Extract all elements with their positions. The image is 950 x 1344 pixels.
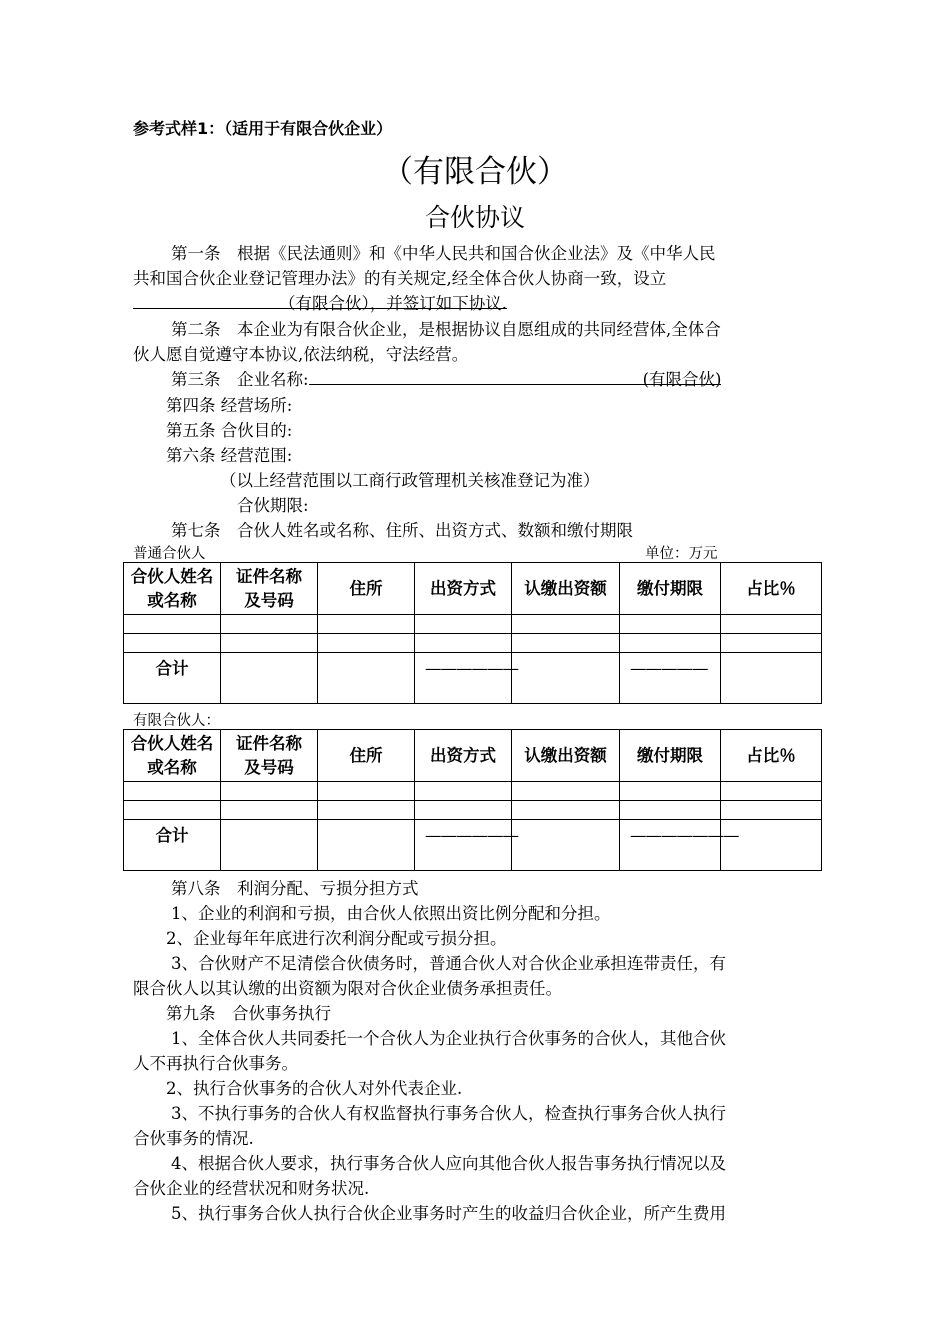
total-label: 合计 [124, 820, 221, 871]
table-cell[interactable] [512, 782, 620, 801]
table-cell[interactable] [221, 615, 318, 634]
sample-label: 参考式样1：（适用于有限合伙企业） [133, 119, 393, 138]
article-9-item-4-line-1: 4、根据合伙人要求，执行事务合伙人应向其他合伙人报告事务执行情况以及 [171, 1154, 726, 1173]
header-id-document: 证件名称及号码 [221, 730, 318, 782]
table-row [124, 634, 822, 653]
header-partner-name: 合伙人姓名或名称 [124, 563, 221, 615]
table-cell[interactable] [318, 801, 415, 820]
table-cell[interactable] [512, 801, 620, 820]
article-9-title: 第九条 合伙事务执行 [166, 1004, 331, 1023]
total-period-dash: ————— [620, 653, 721, 704]
table-cell[interactable] [721, 634, 822, 653]
table-cell[interactable] [620, 634, 721, 653]
table-cell[interactable] [221, 782, 318, 801]
total-period-dash: ——————— [620, 820, 721, 871]
article-6: 第六条 经营范围: [166, 446, 293, 465]
table-cell[interactable] [512, 820, 620, 871]
article-3-line [171, 366, 721, 390]
table-cell[interactable] [221, 801, 318, 820]
table-cell[interactable] [318, 820, 415, 871]
article-9-item-5-line-1: 5、执行事务合伙人执行合伙企业事务时产生的收益归合伙企业，所产生费用 [171, 1204, 726, 1223]
article-2-line-1: 第二条 本企业为有限合伙企业，是根据协议自愿组成的共同经营体,全体合 [171, 320, 721, 339]
article-9-item-2: 2、执行合伙事务的合伙人对外代表企业. [166, 1079, 463, 1098]
article-1-line-3 [133, 290, 507, 313]
article-4: 第四条 经营场所: [166, 396, 293, 415]
table-cell[interactable] [318, 653, 415, 704]
table-cell[interactable] [512, 615, 620, 634]
header-share-percent: 占比％ [721, 730, 822, 782]
enterprise-name-blank [133, 290, 279, 309]
table-row [124, 615, 822, 634]
header-partner-name: 合伙人姓名或名称 [124, 730, 221, 782]
header-subscribed-amount: 认缴出资额 [512, 563, 620, 615]
table-cell[interactable] [620, 801, 721, 820]
header-payment-deadline: 缴付期限 [620, 563, 721, 615]
table-cell[interactable] [415, 634, 512, 653]
total-label: 合计 [124, 653, 221, 704]
article-9-item-3-line-1: 3、不执行事务的合伙人有权监督执行事务合伙人，检查执行事务合伙人执行 [171, 1104, 726, 1123]
article-8-title: 第八条 利润分配、亏损分担方式 [171, 879, 419, 898]
table-cell[interactable] [318, 615, 415, 634]
document-title: （有限合伙） [382, 154, 568, 190]
article-7: 第七条 合伙人姓名或名称、住所、出资方式、数额和缴付期限 [171, 521, 633, 540]
table-cell[interactable] [221, 653, 318, 704]
total-method-dash: —————— [415, 653, 512, 704]
article-5: 第五条 合伙目的: [166, 421, 293, 440]
article-2-line-2: 伙人愿自觉遵守本协议,依法纳税，守法经营。 [133, 345, 469, 364]
table-total-row [124, 653, 822, 704]
table-cell[interactable] [318, 634, 415, 653]
limited-partners-table [123, 729, 822, 871]
table-cell[interactable] [620, 782, 721, 801]
article-6-note: （以上经营范围以工商行政管理机关核准登记为准） [220, 471, 600, 490]
company-name-blank [309, 366, 643, 385]
unit-label: 单位：万元 [645, 546, 718, 562]
table-header-row [124, 563, 822, 615]
header-payment-deadline: 缴付期限 [620, 730, 721, 782]
table-cell[interactable] [620, 615, 721, 634]
table-cell[interactable] [415, 782, 512, 801]
header-contribution-method: 出资方式 [415, 730, 512, 782]
article-9-item-4-line-2: 合伙企业的经营状况和财务状况. [133, 1179, 370, 1198]
table-row [124, 801, 822, 820]
general-partners-table [123, 562, 822, 704]
header-address: 住所 [318, 563, 415, 615]
table-row [124, 782, 822, 801]
table-cell[interactable] [221, 820, 318, 871]
table-cell[interactable] [318, 782, 415, 801]
article-1-line-2: 共和国合伙企业登记管理办法》的有关规定,经全体合伙人协商一致，设立 [133, 269, 667, 288]
table-cell[interactable] [124, 615, 221, 634]
table-total-row [124, 820, 822, 871]
table-cell[interactable] [221, 634, 318, 653]
header-contribution-method: 出资方式 [415, 563, 512, 615]
article-9-item-1-line-2: 人不再执行合伙事务。 [133, 1054, 298, 1073]
partnership-term: 合伙期限: [237, 496, 309, 515]
document-subtitle: 合伙协议 [424, 203, 525, 232]
article-1-suffix-underlined: （有限合伙），并签订如下协议. [279, 290, 507, 309]
table-cell[interactable] [512, 634, 620, 653]
article-8-item-3-line-1: 3、合伙财产不足清偿合伙债务时，普通合伙人对合伙企业承担连带责任，有 [171, 954, 726, 973]
article-8-item-1: 1、企业的利润和亏损，由合伙人依照出资比例分配和分担。 [171, 904, 611, 923]
table-cell[interactable] [124, 801, 221, 820]
article-3-label: 第三条 企业名称: [171, 370, 309, 389]
header-subscribed-amount: 认缴出资额 [512, 730, 620, 782]
table-cell[interactable] [415, 615, 512, 634]
header-id-document: 证件名称及号码 [221, 563, 318, 615]
table-cell[interactable] [512, 653, 620, 704]
general-partners-label: 普通合伙人 [133, 546, 206, 562]
table-cell[interactable] [124, 634, 221, 653]
article-9-item-1-line-1: 1、全体合伙人共同委托一个合伙人为企业执行合伙事务的合伙人，其他合伙 [171, 1029, 726, 1048]
table-header-row [124, 730, 822, 782]
table-cell[interactable] [721, 801, 822, 820]
article-8-item-2: 2、企业每年年底进行次利润分配或亏损分担。 [166, 929, 507, 948]
header-address: 住所 [318, 730, 415, 782]
table-cell[interactable] [721, 653, 822, 704]
header-share-percent: 占比％ [721, 563, 822, 615]
total-method-dash: —————— [415, 820, 512, 871]
limited-partners-label: 有限合伙人： [133, 713, 220, 729]
table-cell[interactable] [721, 782, 822, 801]
table-cell[interactable] [124, 782, 221, 801]
table-cell[interactable] [415, 801, 512, 820]
article-3-suffix: (有限合伙) [643, 366, 722, 385]
table-cell[interactable] [721, 615, 822, 634]
article-1-line-1: 第一条 根据《民法通则》和《中华人民共和国合伙企业法》及《中华人民 [171, 244, 716, 263]
article-8-item-3-line-2: 限合伙人以其认缴的出资额为限对合伙企业债务承担责任。 [133, 979, 562, 998]
article-9-item-3-line-2: 合伙事务的情况. [133, 1129, 254, 1148]
